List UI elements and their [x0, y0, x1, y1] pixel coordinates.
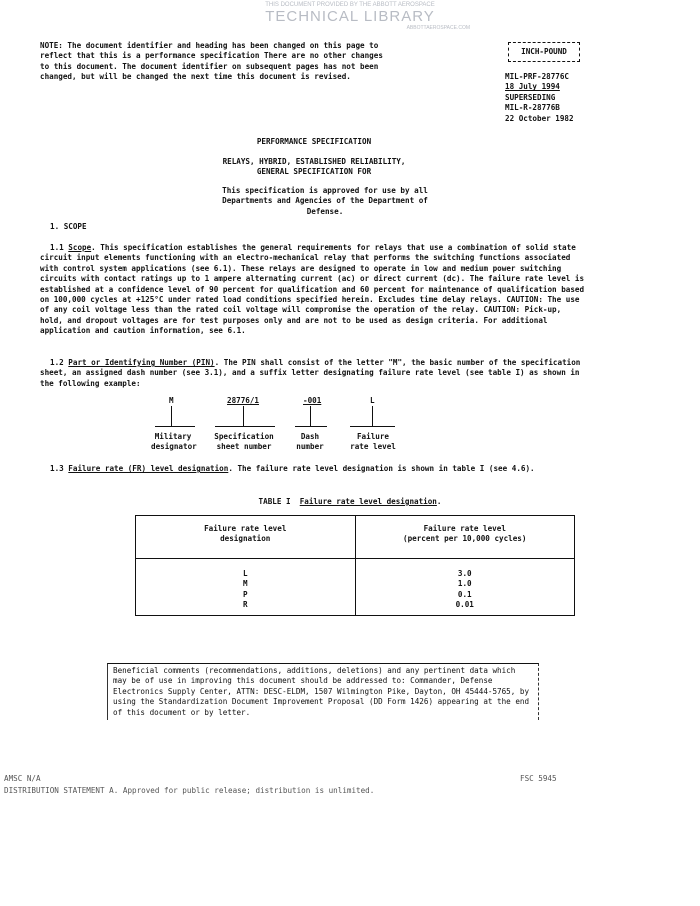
- watermark-url: ABBOTTAEROSPACE.COM: [406, 25, 470, 31]
- doc-header: [505, 72, 574, 124]
- superseding-label: SUPERSEDING: [505, 92, 556, 102]
- watermark-title: TECHNICAL LIBRARY: [265, 8, 435, 25]
- fsc-label: FSC 5945: [520, 774, 557, 783]
- pin-sheet: 28776/1: [227, 396, 260, 405]
- doc-date: 18 July 1994: [505, 82, 560, 92]
- failure-rate-table: [135, 515, 575, 616]
- pin-fr-label: Failure rate level: [350, 432, 396, 452]
- distribution-statement: DISTRIBUTION STATEMENT A. Approved for public release; distribution is unlimited.: [4, 786, 375, 795]
- table-row: M 1.0: [136, 579, 575, 589]
- table-row: P 0.1: [136, 590, 575, 600]
- watermark-provider: THIS DOCUMENT PROVIDED BY THE ABBOTT AEROSPACE: [265, 2, 435, 8]
- pin-dash-label: Dash number: [296, 432, 324, 452]
- approval-statement: This specification is approved for use by all Departments and Agencies of the Department of Defense.: [222, 186, 428, 216]
- title-line-2: GENERAL SPECIFICATION FOR: [256, 167, 372, 176]
- old-doc-id: MIL-R-28776B: [505, 103, 560, 113]
- doc-id: MIL-PRF-28776C: [505, 72, 570, 81]
- table-row: L 3.0: [136, 559, 575, 580]
- old-doc-date: 22 October 1982: [505, 113, 574, 123]
- comments-box: Beneficial comments (recommendations, additions, deletions) and any pertinent data which may be of use in improving this document should be addressed to: Commander, Defense Electronics Supply Center, ATTN: DESC-ELDM, 1507 Wilmington Pike, Dayton, OH 45444-5765, by using the Standardization Document Improvement Proposal (DD Form 1426) appearing at the end of this document or by letter.: [107, 663, 539, 720]
- table-header-row: [136, 516, 575, 559]
- pin-fr: L: [370, 396, 375, 405]
- spec-type: PERFORMANCE SPECIFICATION: [256, 137, 372, 146]
- paragraph-1-3: 1.3 Failure rate (FR) level designation. The failure rate level designation is shown in table I (see 4.6).: [50, 464, 535, 473]
- amsc-label: AMSC N/A: [4, 774, 41, 783]
- inch-pound-stamp: INCH-POUND: [508, 42, 580, 62]
- pin-military: M: [169, 396, 174, 405]
- change-note: NOTE: The document identifier and heading has been changed on this page to reflect that this is a performance specification There are no other changes to this document. The document identifier on subsequent pages has not been changed, but will be changed the next time this document is revised.: [40, 41, 383, 82]
- section-scope-heading: 1. SCOPE: [50, 222, 87, 231]
- pin-dash: -001: [303, 396, 322, 405]
- paragraph-1-2: 1.2 Part or Identifying Number (PIN). The PIN shall consist of the letter "M", the basic number of the specification sheet, an assigned dash number (see 3.1), and a suffix letter designating failure rate level (see table I) as shown in the following example:: [40, 358, 581, 388]
- title-line-1: RELAYS, HYBRID, ESTABLISHED RELIABILITY,: [222, 157, 406, 166]
- pin-military-label: Military designator: [151, 432, 197, 452]
- header-designation: Failure rate level designation: [136, 516, 356, 559]
- paragraph-1-1: 1.1 Scope. This specification establishes the general requirements for relays that use a combination of solid state circuit input elements functioning with an electro-mechanical relay that performs the switching functions associated with control system applications (see 6.1). These relays are designed to operate in low and medium power switching circuits with contact ratings up to 1 ampere alternating current (ac) or direct current (dc). The failure rate level is established at a confidence level of 90 percent for qualification and 60 percent for maintenance of qualification based on 100,000 cycles at +125°C under rated load conditions specified herein. Excludes time delay relays. CAUTION: The use of any coil voltage less than the rated coil voltage will compromise the operation of the relay. CAUTION: Pick-up, hold, and dropout voltages are for test purposes only and are not to be used as design criteria. For additional application and caution information, see 6.1.: [40, 243, 585, 336]
- table-row: R 0.01: [136, 600, 575, 615]
- pin-example: [145, 396, 405, 458]
- table-caption: TABLE I Failure rate level designation.: [258, 497, 442, 506]
- pin-sheet-label: Specification sheet number: [214, 432, 274, 452]
- header-percent: Failure rate level (percent per 10,000 cycles): [355, 516, 575, 559]
